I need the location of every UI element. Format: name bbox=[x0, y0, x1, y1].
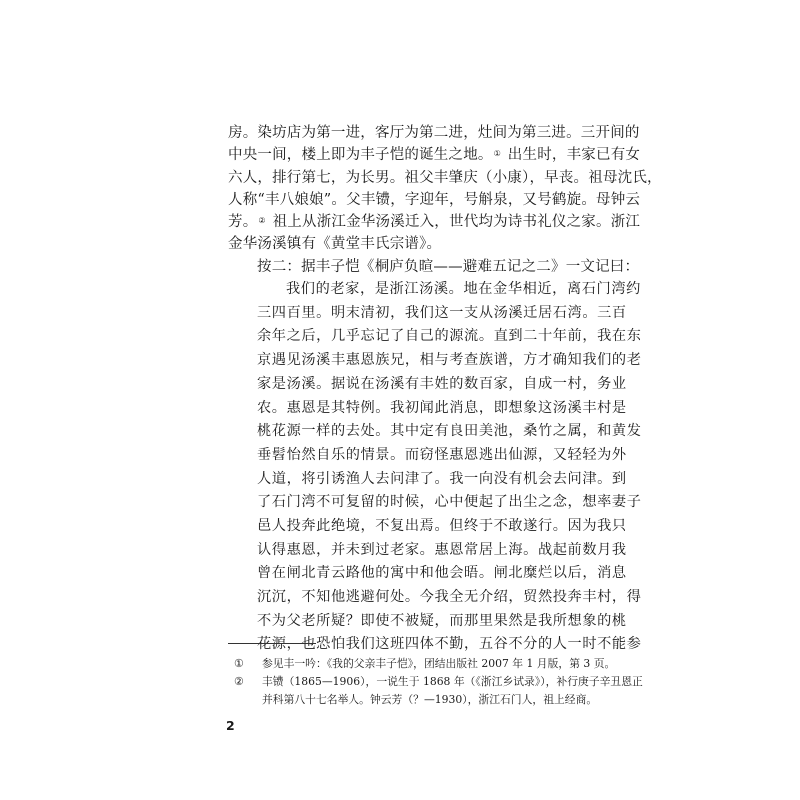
quote-line: 不为父老所疑？即使不被疑，而那里果然是我所想象的桃 bbox=[257, 612, 627, 629]
quote-line: 农。惠恩是其特例。我初闻此消息，即想象这汤溪丰村是 bbox=[257, 399, 627, 416]
footnote-text: 参见丰一吟：《我的父亲丰子恺》，团结出版社 2007 年 1 月版，第 3 页。 bbox=[262, 657, 616, 670]
quote-line: 了石门湾不可复留的时候，心中便起了出尘之念，想率妻子 bbox=[257, 494, 642, 511]
text-line: 中央一间，楼上即为丰子恺的诞生之地。① 出生时，丰家已有女 bbox=[228, 147, 641, 164]
quote-line: 家是汤溪。据说在汤溪有丰姓的数百家，自成一村，务业 bbox=[257, 375, 627, 392]
quote-line: 认得惠恩，并未到过老家。惠恩常居上海。战起前数月我 bbox=[257, 541, 627, 558]
footnote-mark: ② bbox=[234, 675, 244, 688]
footnotes bbox=[228, 655, 643, 709]
quote-line: 三四百里。明末清初，我们这一支从汤溪迁居石湾。三百 bbox=[257, 304, 627, 321]
footnote-2-continuation: 并科第八十七名举人。钟云芳（？—1930），浙江石门人，祖上经商。 bbox=[262, 693, 598, 706]
quote-line: 桃花源一样的去处。其中定有良田美池，桑竹之属，和黄发 bbox=[257, 423, 642, 440]
quote-line: 曾在闸北青云路他的寓中和他会晤。闸北糜烂以后，消息 bbox=[257, 565, 627, 582]
text-line: 金华汤溪镇有《黄堂丰氏宗谱》。 bbox=[228, 236, 442, 253]
main-text bbox=[228, 122, 662, 657]
footnote-text: 丰镄（1865—1906），一说生于 1868 年（《浙江乡试录》），补行庚子辛丑恩正 bbox=[262, 675, 643, 688]
quote-line: 京遇见汤溪丰惠恩族兄，相与考查族谱，方才确知我们的老 bbox=[257, 352, 642, 369]
footnote-ref-1[interactable]: ① bbox=[493, 149, 501, 159]
quote-line: 余年之后，几乎忘记了自己的源流。直到二十年前，我在东 bbox=[257, 328, 642, 345]
quote-line: 邑人投奔此绝境，不复出焉。但终于不敢遂行。因为我只 bbox=[257, 517, 627, 534]
footnote-1 bbox=[228, 655, 616, 673]
footnote-mark: ① bbox=[234, 657, 244, 670]
footnote-ref-2[interactable]: ② bbox=[258, 216, 266, 226]
quote-line: 人道，将引诱渔人去问津了。我一向没有机会去问津。到 bbox=[257, 470, 627, 487]
text-line: 芳。② 祖上从浙江金华汤溪迁入，世代均为诗书礼仪之家。浙江 bbox=[228, 214, 641, 231]
quote-line: 沉沉，不知他逃避何处。今我全无介绍，贸然投奔丰村，得 bbox=[257, 589, 642, 606]
footnote-2 bbox=[228, 673, 643, 691]
text-line: 六人，排行第七，为长男。祖父丰肇庆（小康），早丧。祖母沈氏， bbox=[228, 169, 662, 186]
quote-line: 花源，也恐怕我们这班四体不勤，五谷不分的人一时不能参 bbox=[257, 636, 642, 653]
quote-line: 我们的老家，是浙江汤溪。地在金华相近，离石门湾约 bbox=[286, 281, 641, 298]
quote-line: 垂髫怡然自乐的情景。而窃怪惠恩逃出仙源，又轻轻为外 bbox=[257, 446, 627, 463]
note-intro: 按二：据丰子恺《桐庐负暄——避难五记之二》一文记曰： bbox=[257, 258, 640, 275]
text-line: 人称“丰八娘娘”。父丰镄，字迎年，号斛泉，又号鹤旋。母钟云 bbox=[228, 191, 641, 208]
page-number: 2 bbox=[226, 718, 235, 733]
footnote-divider bbox=[228, 643, 316, 644]
text-line: 房。染坊店为第一进，客厅为第二进，灶间为第三进。三开间的 bbox=[228, 125, 640, 141]
